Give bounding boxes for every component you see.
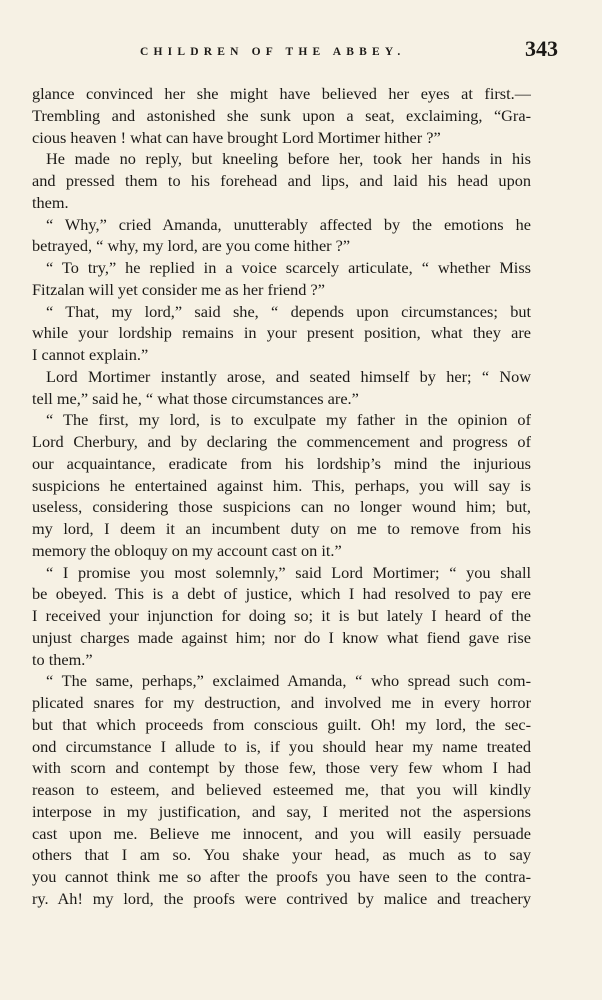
text-line: suspicions he entertained against him. This, perhaps, you will say is bbox=[32, 475, 531, 495]
text-line: unjust charges made against him; nor do I know what fiend gave rise bbox=[32, 627, 531, 647]
text-line: Fitzalan will yet consider me as her friend ?” bbox=[32, 279, 325, 299]
page-header bbox=[32, 34, 558, 64]
text-line: cast upon me. Believe me innocent, and you will easily persuade bbox=[32, 823, 531, 843]
body-text bbox=[32, 83, 531, 910]
text-line: betrayed, “ why, my lord, are you come hither ?” bbox=[32, 236, 351, 256]
text-line: our acquaintance, eradicate from his lordship’s mind the injurious bbox=[32, 453, 531, 473]
text-line: “ The first, my lord, is to exculpate my father in the opinion of bbox=[46, 410, 531, 430]
text-line: while your lordship remains in your present position, what they are bbox=[32, 323, 531, 343]
text-line: plicated snares for my destruction, and involved me in every horror bbox=[32, 693, 531, 712]
text-line: you cannot think me so after the proofs you have seen to the contra- bbox=[32, 867, 531, 886]
text-line: and pressed them to his forehead and lips, and laid his head upon bbox=[32, 171, 531, 190]
text-line: “ The same, perhaps,” exclaimed Amanda, “ who spread such com- bbox=[46, 671, 531, 691]
text-line: memory the obloquy on my account cast on it.” bbox=[32, 540, 342, 560]
text-line: interpose in my justification, and say, I merited not the aspersions bbox=[32, 801, 531, 821]
text-line: but that which proceeds from conscious guilt. Oh! my lord, the sec- bbox=[32, 714, 531, 734]
text-line: reason to esteem, and believed esteemed me, that you will kindly bbox=[32, 780, 531, 799]
text-line: “ Why,” cried Amanda, unutterably affected by the emotions he bbox=[46, 214, 531, 234]
text-line: ry. Ah! my lord, the proofs were contrived by malice and treachery bbox=[32, 888, 531, 908]
text-line: Lord Mortimer instantly arose, and seated himself by her; “ Now bbox=[46, 366, 531, 386]
text-line: my lord, I deem it an incumbent duty on me to remove from his bbox=[32, 519, 531, 538]
text-line: glance convinced her she might have believed her eyes at first.— bbox=[32, 84, 531, 103]
page-number: 343 bbox=[525, 36, 558, 61]
text-line: He made no reply, but kneeling before her, took her hands in his bbox=[46, 149, 531, 169]
text-line: with scorn and contempt by those few, those very few whom I had bbox=[32, 758, 531, 778]
text-line: to them.” bbox=[32, 649, 93, 669]
text-line: them. bbox=[32, 192, 69, 212]
text-line: “ I promise you most solemnly,” said Lord Mortimer; “ you shall bbox=[46, 562, 531, 582]
text-line: “ That, my lord,” said she, “ depends upon circumstances; but bbox=[46, 301, 531, 321]
text-line: tell me,” said he, “ what those circumstances are.” bbox=[32, 388, 359, 408]
text-line: useless, considering those suspicions can no longer wound him; but, bbox=[32, 497, 531, 517]
text-line: cious heaven ! what can have brought Lord Mortimer hither ?” bbox=[32, 127, 441, 147]
text-line: Lord Cherbury, and by declaring the commencement and progress of bbox=[32, 432, 531, 451]
text-line: I received your injunction for doing so; it is but lately I heard of the bbox=[32, 606, 531, 625]
text-line: “ To try,” he replied in a voice scarcely articulate, “ whether Miss bbox=[46, 258, 531, 277]
text-line: Trembling and astonished she sunk upon a seat, exclaiming, “Gra- bbox=[32, 105, 531, 125]
text-line: ond circumstance I allude to is, if you should hear my name treated bbox=[32, 736, 531, 756]
text-line: I cannot explain.” bbox=[32, 345, 149, 364]
text-line: be obeyed. This is a debt of justice, which I had resolved to pay ere bbox=[32, 584, 531, 604]
text-line: others that I am so. You shake your head, as much as to say bbox=[32, 845, 531, 865]
running-head: CHILDREN OF THE ABBEY. bbox=[140, 46, 406, 58]
